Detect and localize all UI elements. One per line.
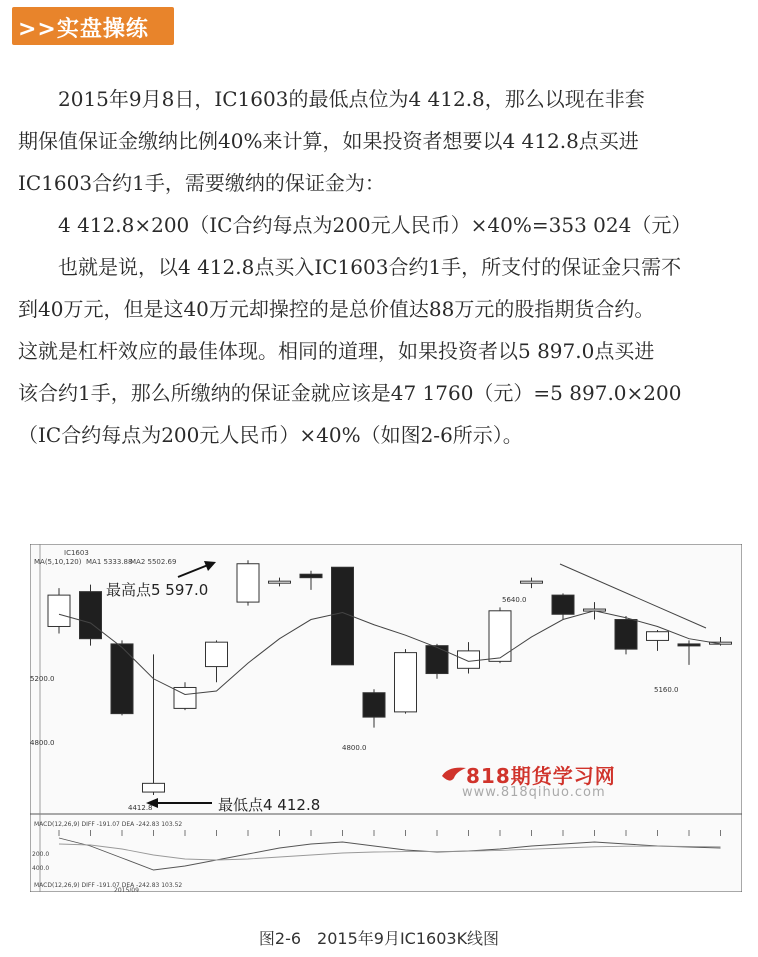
ma2-value: MA2 5502.69 — [130, 558, 177, 566]
watermark-url: www.818qihuo.com — [462, 785, 606, 800]
paragraph-line: 也就是说，以4 412.8点买入IC1603合约1手，所支付的保证金只需不 — [58, 255, 682, 279]
watermark-flame-icon — [440, 764, 468, 784]
price-label-5640: 5640.0 — [502, 596, 527, 604]
y-tick-label: 5200.0 — [30, 675, 55, 683]
paragraph-line: 2015年9月8日，IC1603的最低点位为4 412.8，那么以现在非套 — [58, 87, 645, 111]
bullish-candle — [395, 653, 417, 712]
bullish-candle — [647, 632, 669, 641]
ma-params: MA(5,10,120) — [34, 558, 82, 566]
low-annotation: 最低点4 412.8 — [218, 796, 321, 814]
bullish-candle — [206, 642, 228, 666]
macd-tick: 400.0 — [32, 865, 50, 872]
bullish-candle — [458, 651, 480, 668]
date-label: 2015/09 — [114, 887, 139, 892]
bullish-candle — [143, 783, 165, 792]
macd-header: MACD(12,26,9) DIFF -191.07 DEA -242.83 103.52 — [34, 821, 183, 828]
price-label-4412: 4412.8 — [128, 804, 153, 812]
watermark-title: 818期货学习网 — [466, 764, 616, 788]
high-annotation: 最高点5 597.0 — [106, 581, 209, 599]
y-tick-label: 4800.0 — [30, 739, 55, 747]
bullish-candle — [521, 581, 543, 583]
bullish-candle — [269, 581, 291, 583]
bearish-candle — [678, 644, 700, 646]
macd-tick: 200.0 — [32, 851, 50, 858]
paragraph-line: 到40万元，但是这40万元却操控的是总价值达88万元的股指期货合约。 — [18, 297, 655, 321]
article-body — [18, 78, 740, 456]
paragraph-line: 期保值保证金缴纳比例40%来计算，如果投资者想要以4 412.8点买进 — [18, 129, 639, 153]
paragraph-line: （IC合约每点为200元人民币）×40%（如图2-6所示）。 — [18, 423, 523, 447]
bearish-candle — [80, 592, 102, 639]
bullish-candle — [237, 564, 259, 602]
section-header — [12, 7, 174, 45]
bearish-candle — [363, 693, 385, 717]
bullish-candle — [489, 611, 511, 662]
kline-chart — [30, 544, 742, 892]
section-title: >>实盘操练 — [18, 17, 149, 42]
paragraph-line: IC1603合约1手，需要缴纳的保证金为： — [18, 171, 385, 195]
bearish-candle — [552, 595, 574, 614]
ma1-value: MA1 5333.88 — [86, 558, 133, 566]
figure-caption: 图2-6 2015年9月IC1603K线图 — [258, 929, 500, 948]
formula-line: 4 412.8×200（IC合约每点为200元人民币）×40%=353 024（元） — [58, 213, 692, 237]
price-label-4800: 4800.0 — [342, 744, 367, 752]
bearish-candle — [426, 646, 448, 674]
bearish-candle — [615, 620, 637, 650]
macd-footer: MACD(12,26,9) DIFF -191.07 DEA -242.83 103.52 — [34, 882, 183, 889]
bullish-candle — [48, 595, 70, 626]
chart-symbol: IC1603 — [64, 549, 89, 557]
price-label-5160: 5160.0 — [654, 686, 679, 694]
paragraph-line: 该合约1手，那么所缴纳的保证金就应该是47 1760（元）=5 897.0×200 — [18, 381, 682, 405]
paragraph-line: 这就是杠杆效应的最佳体现。相同的道理，如果投资者以5 897.0点买进 — [18, 339, 655, 363]
bearish-candle — [300, 574, 322, 577]
